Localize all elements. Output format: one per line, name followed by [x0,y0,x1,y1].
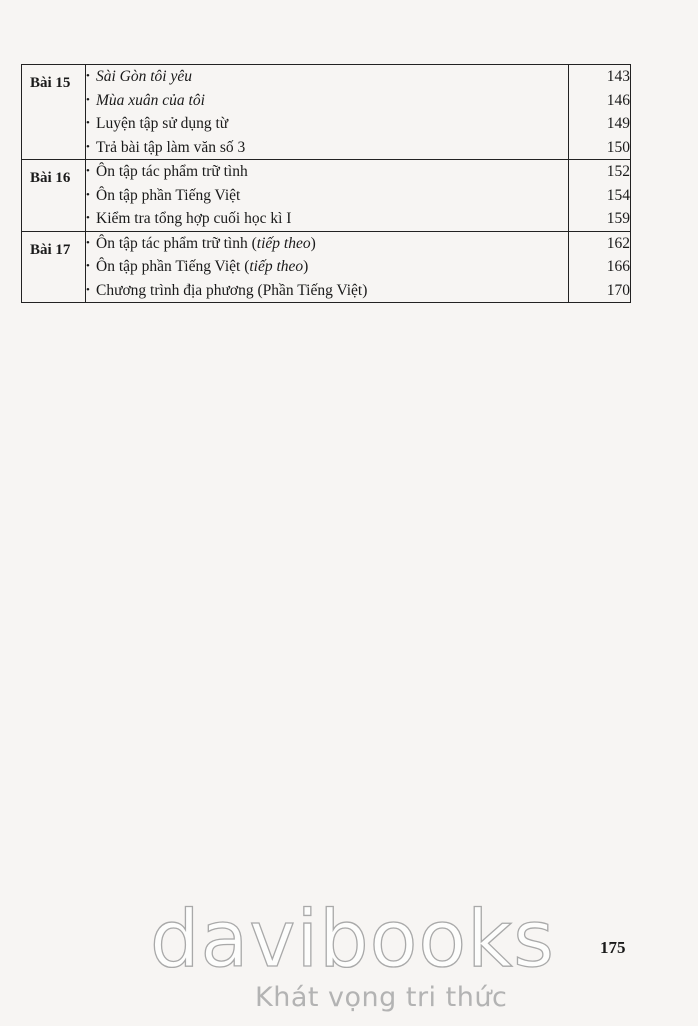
lesson-label: Bài 15 [30,75,71,91]
item-title: Luyện tập sử dụng từ [96,115,229,132]
toc-item [86,207,568,231]
toc-section-row [22,160,631,232]
lesson-label: Bài 17 [30,241,71,258]
item-title: Ôn tập tác phẩm trữ tình [96,163,248,180]
watermark-logo: davibooks [150,895,555,985]
lesson-cell [22,65,86,160]
bullet-icon: • [86,165,90,177]
lesson-items-cell [86,231,569,303]
watermark-tagline: Khát vọng tri thức [255,982,508,1013]
toc-item [86,255,568,279]
bullet-icon: • [86,236,90,249]
item-page-number: 159 [606,210,630,227]
item-close-paren: ) [310,234,316,252]
item-close-paren: ) [303,258,309,275]
toc-section-row [22,231,631,303]
lesson-cell [22,160,86,232]
toc-item [86,184,568,208]
item-note-italic: tiếp theo [249,258,304,275]
page-numbers-cell [569,231,631,303]
toc-item [86,65,568,89]
toc-section-row [22,65,631,160]
bullet-icon: • [86,260,90,272]
page-numbers-cell [569,160,631,232]
item-page-number: 149 [606,115,630,132]
item-note-italic: tiếp theo [256,234,311,252]
item-title: Kiểm tra tổng hợp cuối học kì I [96,210,292,227]
item-title: Ôn tập phần Tiếng Việt [96,186,241,204]
table-of-contents [21,64,631,303]
lesson-label: Bài 16 [30,170,71,186]
bullet-icon: • [86,117,90,129]
item-title: Chương trình địa phương (Phần Tiếng Việt) [96,281,368,299]
lesson-cell [22,231,86,303]
page-numbers-cell [569,65,631,160]
lesson-items-cell [86,65,569,160]
item-title: Ôn tập tác phẩm trữ tình ( [96,234,257,252]
bullet-icon: • [86,188,90,201]
item-title: Trả bài tập làm văn số 3 [96,138,246,156]
item-page-number: 143 [606,68,630,85]
toc-item [86,112,568,136]
bullet-icon: • [86,70,90,82]
toc-item [86,279,568,303]
item-title: Ôn tập phần Tiếng Việt ( [96,258,250,275]
item-page-number: 154 [606,186,630,204]
toc-item [86,89,568,113]
item-page-number: 150 [606,138,630,156]
item-page-number: 146 [606,91,630,109]
item-page-number: 162 [606,234,630,252]
bullet-icon: • [86,93,90,106]
item-page-number: 166 [606,258,630,275]
item-title-italic: Sài Gòn tôi yêu [96,68,192,85]
bullet-icon: • [86,283,90,296]
page-number: 175 [600,938,626,957]
toc-item [86,232,568,256]
bullet-icon: • [86,212,90,224]
lesson-items-cell [86,160,569,232]
item-page-number: 170 [606,281,630,299]
item-page-number: 152 [606,163,630,180]
toc-item [86,160,568,184]
bullet-icon: • [86,140,90,153]
item-title-italic: Mùa xuân của tôi [96,91,205,109]
toc-item [86,136,568,160]
